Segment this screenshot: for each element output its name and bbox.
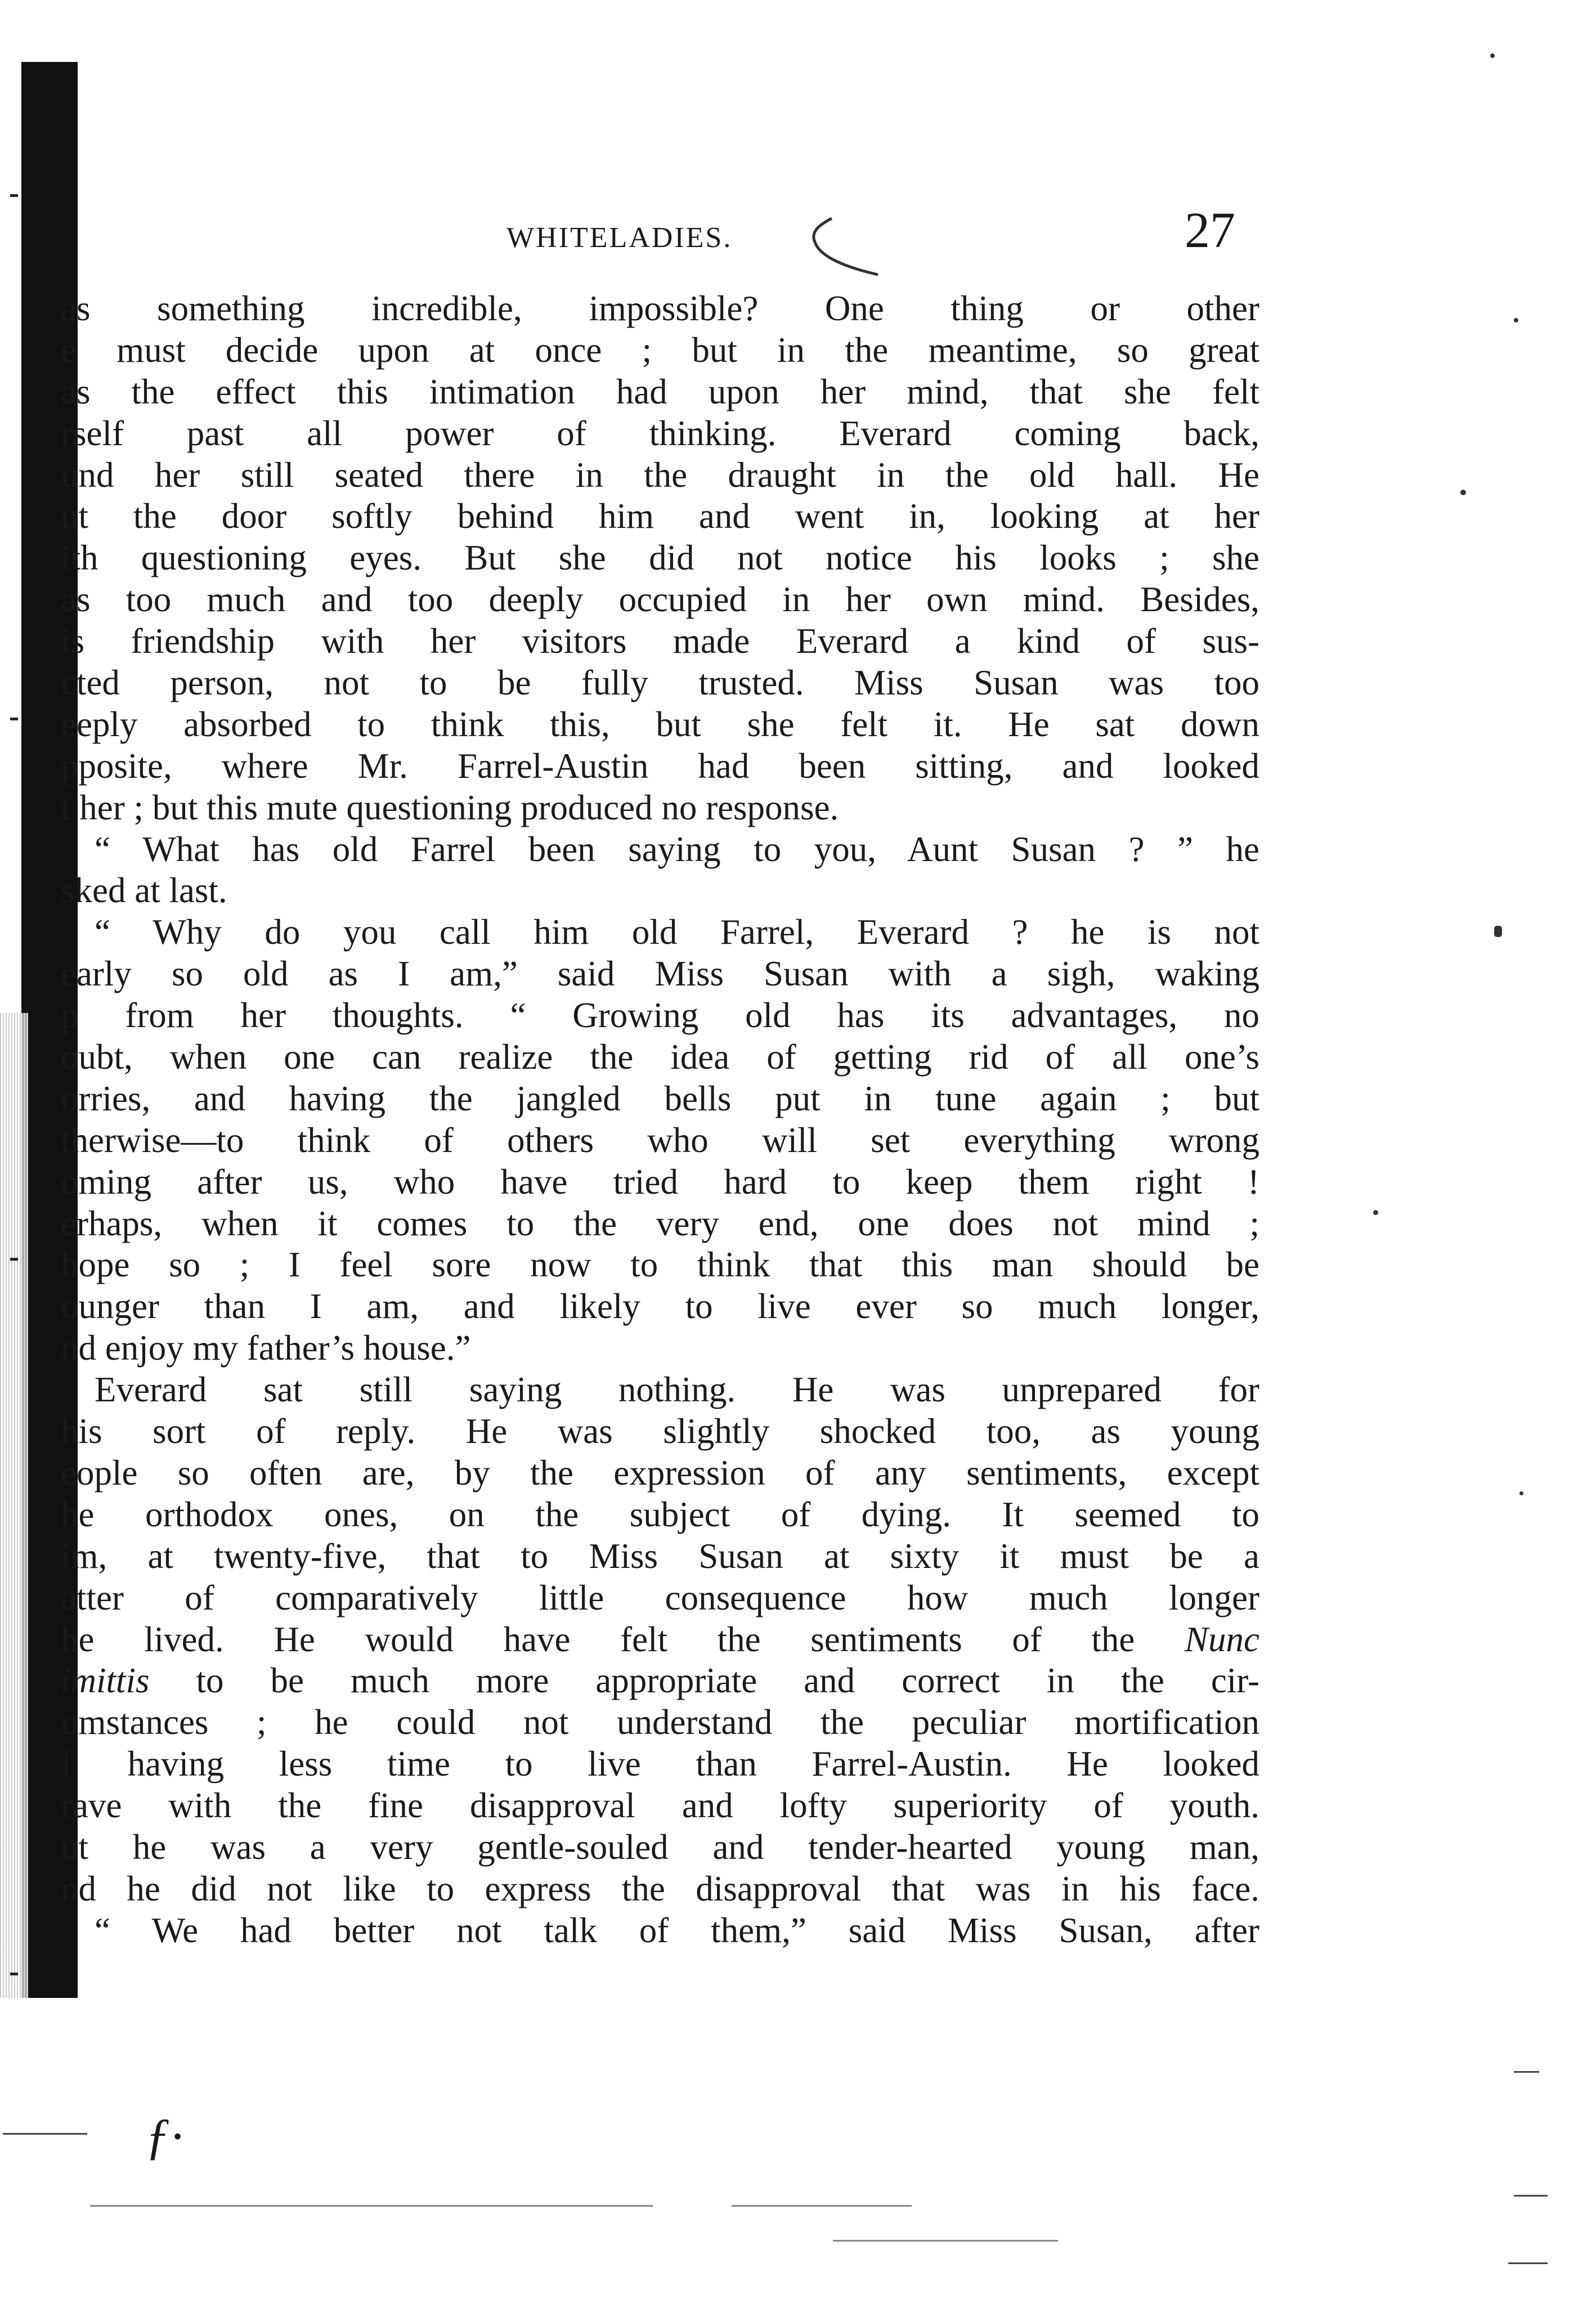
- margin-speck: [1519, 1491, 1523, 1495]
- text-line: early so old as I am,” said Miss Susan with a sigh, waking: [61, 954, 1259, 994]
- text-line: im, at twenty-five, that to Miss Susan at sixty it must be a: [61, 1536, 1259, 1576]
- margin-rule: [1514, 2195, 1548, 2197]
- text-line: as the effect this intimation had upon her mind, that she felt: [61, 371, 1259, 411]
- text-line: “ What has old Farrel been saying to you, Aunt Susan ? ” he: [95, 829, 1259, 869]
- text-line: “ Why do you call him old Farrel, Everard ? he is not: [95, 912, 1259, 952]
- text-line: pposite, where Mr. Farrel-Austin had been sitting, and looked: [61, 746, 1259, 786]
- margin-speck: [1514, 318, 1518, 322]
- bottom-margin-marks: [0, 2026, 1596, 2307]
- margin-tick: [10, 718, 18, 720]
- text-line: atter of comparatively little consequence how much longer: [61, 1577, 1259, 1617]
- text-line: orries, and having the jangled bells put in tune again ; but: [61, 1078, 1259, 1118]
- text-line: e must decide upon at once ; but in the meantime, so great: [61, 330, 1259, 370]
- text-fragment: to be much more appropriate and correct in the cir-: [196, 1661, 1259, 1701]
- running-header: [0, 203, 1596, 265]
- text-line: as something incredible, impossible? One thing or other: [61, 289, 1259, 328]
- page-number: 27: [1185, 203, 1235, 258]
- text-line: cted person, not to be fully trusted. Miss Susan was too: [61, 663, 1259, 703]
- text-line: ut he was a very gentle-souled and tender-hearted young man,: [61, 1827, 1259, 1867]
- margin-rule: [1508, 2262, 1548, 2264]
- text-line: p from her thoughts. “ Growing old has its advantages, no: [61, 996, 1259, 1036]
- text-line: nd enjoy my father’s house.”: [61, 1328, 471, 1368]
- margin-speck: [1460, 490, 1466, 495]
- margin-tick: [10, 1258, 18, 1261]
- margin-rule: [3, 2133, 87, 2135]
- text-line: therwise—to think of others who will set everything wrong: [61, 1120, 1259, 1160]
- margin-tick: [10, 194, 18, 197]
- text-line: he orthodox ones, on the subject of dying. It seemed to: [61, 1494, 1259, 1534]
- text-line: t her ; but this mute questioning produced no response.: [61, 787, 839, 827]
- binding-edge-texture: [0, 1013, 28, 1998]
- text-line: “ We had better not talk of them,” said Miss Susan, after: [95, 1910, 1259, 1950]
- text-line: oming after us, who have tried hard to keep them right !: [61, 1162, 1259, 1202]
- text-line: ut the door softly behind him and went in, looking at her: [61, 496, 1259, 536]
- text-line: eeply absorbed to think this, but she felt it. He sat down: [61, 704, 1259, 744]
- text-fragment: he lived. He would have felt the sentiments of the: [61, 1619, 1135, 1659]
- text-body: [61, 288, 1259, 1977]
- scan-artifact-line: [90, 2205, 653, 2207]
- margin-speck: [1490, 53, 1495, 58]
- margin-rule: [1514, 2071, 1539, 2073]
- italic-term: imittis: [61, 1661, 150, 1701]
- text-line: sked at last.: [61, 871, 227, 911]
- margin-speck: [1494, 926, 1502, 937]
- text-line: [61, 1660, 1259, 1702]
- text-line: his sort of reply. He was slightly shocked too, as young: [61, 1411, 1259, 1451]
- pen-squiggle-mark: [0, 203, 1596, 293]
- running-title: WHITELADIES.: [506, 222, 733, 254]
- scan-artifact-line: [833, 2240, 1058, 2242]
- text-line: umstances ; he could not understand the peculiar mortification: [61, 1702, 1259, 1742]
- text-line: f having less time to live than Farrel-Austin. He looked: [61, 1744, 1259, 1784]
- text-line: ith questioning eyes. But she did not notice his looks ; she: [61, 538, 1259, 578]
- text-line: is friendship with her visitors made Everard a kind of sus-: [61, 621, 1259, 661]
- text-line: rave with the fine disapproval and lofty superiority of youth.: [61, 1786, 1259, 1826]
- footer-mark: ƒ·: [145, 2109, 183, 2164]
- text-line: eople so often are, by the expression of any sentiments, except: [61, 1453, 1259, 1493]
- text-line: rself past all power of thinking. Everard coming back,: [61, 413, 1259, 453]
- text-line: [61, 1619, 1259, 1661]
- text-line: oubt, when one can realize the idea of getting rid of all one’s: [61, 1037, 1259, 1077]
- text-line: erhaps, when it comes to the very end, one does not mind ;: [61, 1203, 1259, 1243]
- text-line: Everard sat still saying nothing. He was unprepared for: [95, 1370, 1259, 1410]
- text-line: nd he did not like to express the disapproval that was in his face.: [61, 1868, 1259, 1908]
- italic-term: Nunc: [1185, 1619, 1259, 1659]
- margin-tick: [10, 1973, 18, 1975]
- margin-speck: [1373, 1210, 1378, 1215]
- text-line: hope so ; I feel sore now to think that this man should be: [61, 1245, 1259, 1285]
- scan-artifact-line: [732, 2205, 912, 2207]
- text-line: as too much and too deeply occupied in her own mind. Besides,: [61, 580, 1259, 620]
- text-line: ounger than I am, and likely to live ever so much longer,: [61, 1287, 1259, 1326]
- text-line: und her still seated there in the draught in the old hall. He: [61, 455, 1259, 495]
